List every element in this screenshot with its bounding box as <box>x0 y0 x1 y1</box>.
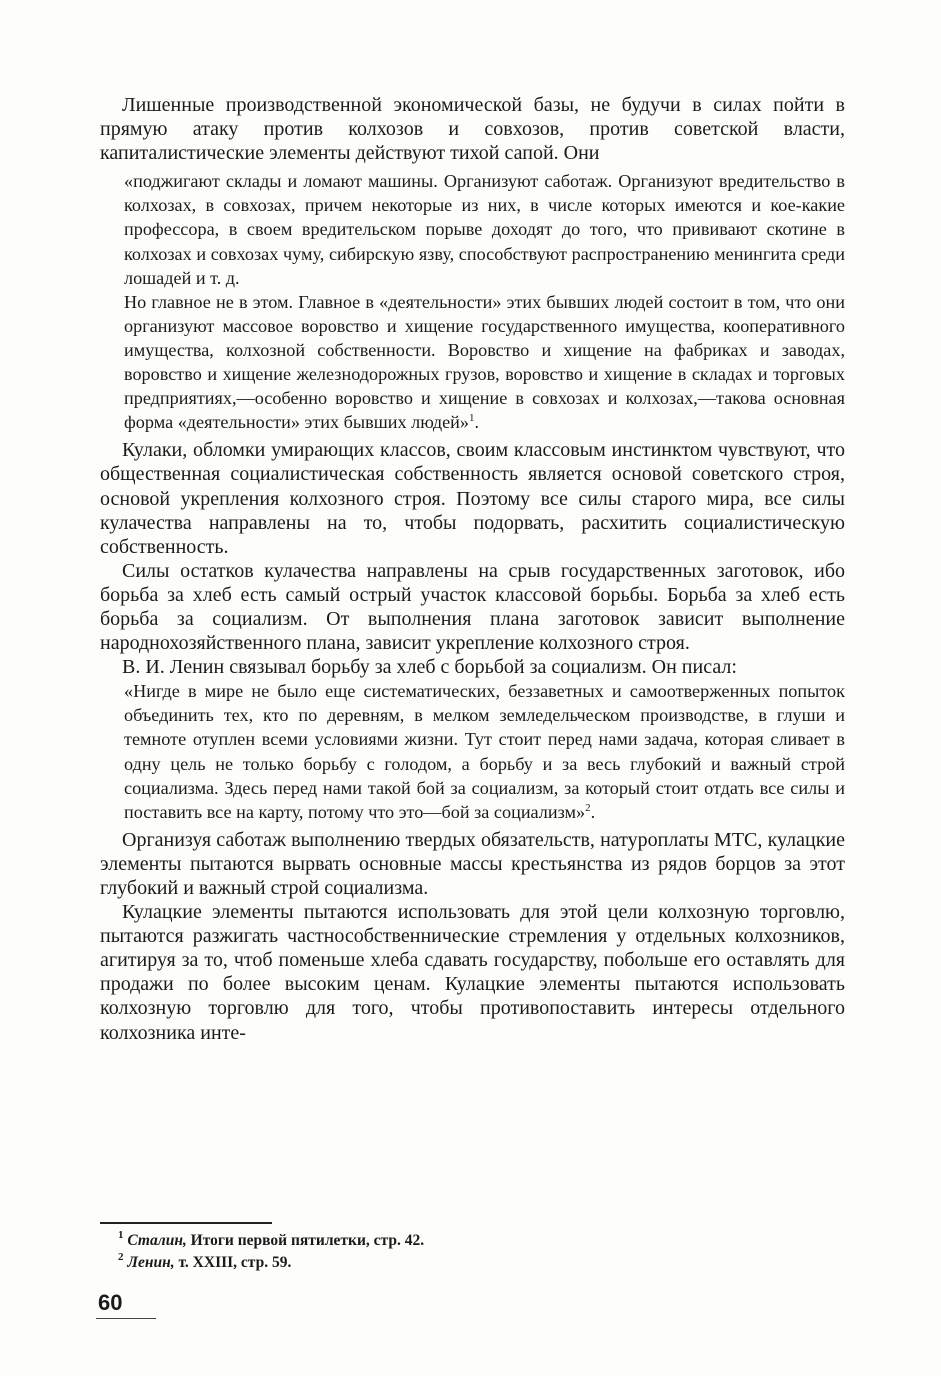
footnote-2-author: Ленин, <box>127 1254 175 1271</box>
paragraph-4: В. И. Ленин связывал борьбу за хлеб с борьбой за социализм. Он писал: <box>122 656 737 679</box>
footnote-2 <box>118 1252 818 1274</box>
footnotes <box>118 1230 818 1274</box>
footnote-1-text: Итоги первой пятилетки, стр. 42. <box>186 1232 425 1249</box>
footnote-2-mark: 2 <box>118 1251 124 1263</box>
main-text <box>100 93 845 1045</box>
footnote-divider <box>100 1222 272 1224</box>
paragraph-2: Кулаки, обломки умирающих классов, своим классовым инстинктом чувствуют, что общественная социалистическая собственность является основой советского строя, основой укрепления колхозного строя. Поэтому все силы старого мира, все силы кулачества направлены на то, чтобы подорвать, расхитить социалистическую собственность. <box>100 439 845 558</box>
page-number: 60 <box>98 1290 123 1315</box>
paragraph-5: Организуя саботаж выполнению твердых обязательств, натуроплаты МТС, кулацкие элементы пытаются вырвать основные массы крестьянства из рядов борцов за этот глубокий и важный строй социализма. <box>100 828 845 899</box>
stalin-quote-2: Но главное не в этом. Главное в «деятельности» этих бывших людей состоит в том, что они организуют массовое воровство и хищение государственного имущества, кооперативного имущества, колхозной собственности. Воровство и хищение на фабриках и заводах, воровство и хищение железнодорожных грузов, воровство и хищение в складах и торговых предприятиях,—особенно воровство и хищение в совхозах и колхозах,—такова основная форма «деятельности» этих бывших людей»$^1$. <box>124 291 845 433</box>
footnote-1-mark: 1 <box>118 1229 124 1241</box>
stalin-quote-2-text: Но главное не в этом. Главное в «деятельности» этих бывших людей состоит в том, что они организуют массовое воровство и хищение государственного имущества, кооперативного имущества, колхозной собственности. Воровство и хищение на фабриках и заводах, воровство и хищение железнодорожных грузов, воровство и хищение в складах и торговых предприятиях,—особенно воровство и хищение в совхозах и колхозах,—такова основная форма «деятельности» этих бывших людей» <box>124 291 845 433</box>
footnote-ref-2: 2 <box>585 801 591 814</box>
footnote-2-text: т. XXIII, стр. 59. <box>174 1254 292 1271</box>
stalin-quote-1: «поджигают склады и ломают машины. Организуют саботаж. Организуют вредительство в колхозах, в совхозах, причем некоторые из них, в числе которых имеются и кое-какие профессора, в своем вредительском порыве доходят до того, что прививают скотине в колхозах и совхозах чуму, сибирскую язву, способствуют распространению менингита среди лошадей и т. д. <box>124 171 845 288</box>
footnote-1 <box>118 1230 818 1252</box>
paragraph-1: Лишенные производственной экономической базы, не будучи в силах пойти в прямую атаку против колхозов и совхозов, против советской власти, капиталистические элементы действуют тихой сапой. Они <box>100 94 845 165</box>
page-number-underline <box>96 1318 156 1319</box>
paragraph-6: Кулацкие элементы пытаются использовать для этой цели колхозную торговлю, пытаются разжигать частнособственнические стремления у отдельных колхозников, агитируя за то, чтоб поменьше хлеба сдавать государству, побольше его оставлять для продажи по более высоким ценам. Кулацкие элементы пытаются использовать колхозную торговлю для того, чтобы противопоставить интересы отдельного колхозника инте- <box>100 901 845 1044</box>
paragraph-3: Силы остатков кулачества направлены на срыв государственных заготовок, ибо борьба за хлеб есть самый острый участок классовой борьбы. Борьба за хлеб есть борьба за социализм. От выполнения плана заготовок зависит выполнение народнохозяйственного плана, зависит укрепление колхозного строя. <box>100 559 845 655</box>
lenin-quote: «Нигде в мире не было еще систематических, беззаветных и самоотверженных попыток объединить тех, кто по деревням, в мелком земледельческом производстве, в глуши и темноте отуплен всеми условиями жизни. Тут стоит перед нами задача, которая сливает в одну цель не только борьбу с голодом, а борьбу и за весь глубокий и важный строй социализма. Здесь перед нами такой бой за социализм, за который стоит отдать все силы и поставить все на карту, потому что это—бой за социализм»$^2$. <box>124 681 845 822</box>
footnote-1-author: Сталин, <box>127 1232 187 1249</box>
footnote-ref-1: 1 <box>469 412 475 425</box>
lenin-quote-text: «Нигде в мире не было еще систематических, беззаветных и самоотверженных попыток объединить тех, кто по деревням, в мелком земледельческом производстве, в глуши и темноте отуплен всеми условиями жизни. Тут стоит перед нами задача, которая сливает в одну цель не только борьбу с голодом, а борьбу и за весь глубокий и важный строй социализма. Здесь перед нами такой бой за социализм, за который стоит отдать все силы и поставить все на карту, потому что это—бой за социализм» <box>124 681 845 822</box>
